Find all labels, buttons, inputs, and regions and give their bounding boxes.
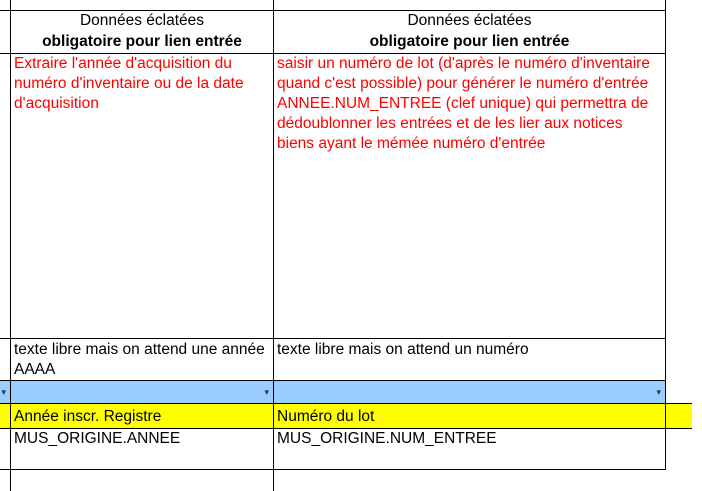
field-row — [0, 429, 665, 469]
grid-line — [0, 338, 666, 339]
header-row-1 — [0, 11, 665, 32]
cell-description-b[interactable]: saisir un numéro de lot (d'après le numéro d'inventaire quand c'est possible) pour générer le numéro d'entrée ANNEE.NUM_ENTREE (clef unique) qui permettra de dédoublonner les entrées et de les lier aux notices biens ayant le mémée numéro d'entrée — [277, 55, 650, 152]
grid-line — [665, 0, 666, 470]
cell-label-a[interactable]: Année inscr. Registre — [14, 408, 162, 425]
dropdown-margin — [0, 381, 10, 403]
cell-mandatory-b[interactable]: obligatoire pour lien entrée — [369, 33, 570, 50]
chevron-down-icon[interactable]: ▾ — [656, 387, 661, 397]
cell-field-a[interactable]: MUS_ORIGINE.ANNEE — [14, 430, 181, 447]
grid-line — [0, 403, 692, 404]
format-hint-row — [0, 340, 665, 380]
grid-line — [0, 380, 666, 381]
row-margin-cell[interactable] — [0, 54, 10, 338]
cell-header-a[interactable]: Données éclatées — [79, 12, 205, 29]
cell-format-hint-a[interactable]: texte libre mais on attend une année AAAA — [14, 341, 265, 378]
row-margin-cell[interactable] — [0, 340, 10, 380]
dropdown-cell-a[interactable] — [11, 381, 273, 403]
cell-label-b[interactable]: Numéro du lot — [277, 408, 375, 425]
grid-line — [10, 0, 11, 491]
dropdown-row — [0, 381, 665, 403]
grid-line — [0, 428, 692, 429]
row-margin-cell[interactable] — [0, 429, 10, 469]
row-margin-cell[interactable] — [0, 11, 10, 32]
row-margin-cell[interactable] — [0, 32, 10, 53]
cell-format-hint-b[interactable]: texte libre mais on attend un numéro — [277, 341, 529, 358]
header-row-2 — [0, 32, 665, 53]
cell-mandatory-a[interactable]: obligatoire pour lien entrée — [42, 33, 242, 50]
cell-description-a[interactable]: Extraire l'année d'acquisition du numéro d'inventaire ou de la date d'acquisition — [14, 55, 244, 112]
grid-line — [0, 10, 666, 11]
cell-header-b[interactable]: Données éclatées — [407, 12, 532, 29]
label-row — [0, 404, 692, 428]
grid-line — [0, 469, 666, 470]
cell-field-b[interactable]: MUS_ORIGINE.NUM_ENTREE — [277, 430, 497, 447]
chevron-down-icon[interactable]: ▾ — [1, 387, 6, 397]
grid-line — [273, 0, 274, 491]
row-margin-cell[interactable] — [0, 404, 10, 428]
dropdown-cell-b[interactable] — [274, 381, 665, 403]
chevron-down-icon[interactable]: ▾ — [264, 387, 269, 397]
grid-line — [0, 53, 666, 54]
description-row — [0, 54, 665, 338]
